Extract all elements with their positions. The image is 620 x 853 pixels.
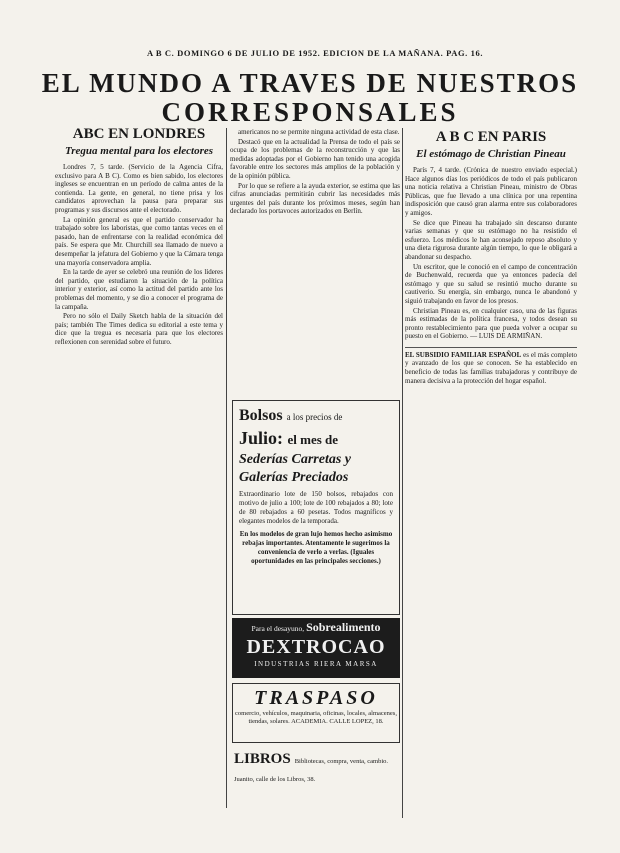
- column-rule-left: [226, 128, 227, 808]
- bolsos-store-name: Sederías Carretas y Galerías Preciados: [239, 452, 351, 485]
- traspaso-title: TRASPASO: [254, 687, 378, 709]
- subsidio-label: EL SUBSIDIO FAMILIAR ESPAÑOL: [405, 350, 522, 359]
- bolsos-title-small: a los precios de: [286, 412, 343, 422]
- bolsos-line1: [239, 406, 393, 427]
- bolsos-line2: [239, 427, 393, 451]
- dextrocao-brand: DEXTROCAO: [246, 636, 386, 658]
- dextrocao-maker: INDUSTRIAS RIERA MARSA: [254, 660, 378, 668]
- paris-paragraph: Se dice que Pineau ha trabajado sin descanso durante varias semanas y que su estómago no ha resistido el esfuerzo. Los médicos le han aconsejado reposo absoluto y una dieta rigurosa durante algún tiempo, lo que le obligará a abandonar su despacho.: [405, 218, 577, 261]
- paris-subheading: El estómago de Christian Pineau: [416, 148, 566, 160]
- page-header: A B C. DOMINGO 6 DE JULIO DE 1952. EDICION DE LA MAÑANA. PAG. 16.: [146, 48, 484, 58]
- london-paragraph: Londres 7, 5 tarde. (Servicio de la Agencia Cifra, exclusivo para A B C). Como es bien sabido, los electores ingleses se encuentran en un período de calma antes de la contienda. La gente, en general, no tiene prisa y los candidatos aprovechan la pausa para preparar sus programas y sus discursos ante el electorado.: [55, 163, 223, 214]
- london-paragraph: En la tarde de ayer se celebró una reunión de los líderes del partido, que estudiaron la situación de la política interior y exterior, así como la actitud del partido ante los problemas del momento, y se dio a conocer el programa de la campaña.: [55, 268, 223, 311]
- dextrocao-top-text: Para el desayuno,: [251, 624, 305, 633]
- paris-heading: A B C EN PARIS: [435, 129, 547, 145]
- column-rule-right: [402, 128, 403, 818]
- bolsos-advertisement: [232, 400, 400, 615]
- dextrocao-advertisement: [232, 618, 400, 678]
- london-paragraph: La opinión general es que el partido conservador ha trabajado sobre los laboristas, que como tantas veces en el pasado, han de enfrentarse con la realidad económica del país. Se espera que Mr. Churchill sea llamado de nuevo a desempeñar la jefatura del Gobierno y que la Cámara tenga una mayoría conservadora amplia.: [55, 215, 223, 267]
- traspaso-body: comercio, vehículos, maquinaria, oficinas, locales, almacenes, tiendas, solares. ACADEMIA. CALLE LOPEZ, 18.: [235, 710, 397, 725]
- dextrocao-top-bold: Sobrealimento: [306, 620, 381, 634]
- london-heading: ABC EN LONDRES: [72, 126, 206, 142]
- continuation-paragraph: americanos no se permite ninguna actividad de esta clase.: [238, 128, 400, 136]
- bolsos-title: Bolsos: [239, 407, 283, 424]
- subsidio-text: es el más completo y avanzado de los que se conocen. Se ha establecido en beneficio de todas las familias trabajadoras y contribuye de manera decisiva a la protección del hogar español.: [405, 350, 577, 385]
- libros-body: Bibliotecas, compra, venta, cambio. Juanito, calle de los Libros, 38.: [234, 758, 389, 783]
- libros-advertisement: [232, 748, 400, 783]
- london-paragraph: Pero no sólo el Daily Sketch habla de la situación del país; también The Times dedica su editorial a este tema y dice que la tregua es necesaria para que los electores reflexionen con serenidad sobre el futuro.: [55, 312, 223, 346]
- paris-paragraph: París 7, 4 tarde. (Crónica de nuestro enviado especial.) Hace algunos días los periódicos de todo el país publicaron una noticia relativa a Christian Pineau, ministro de Obras Públicas, que fue llevado a una clínica por una repentina indisposición que causó gran alarma entre sus colaboradores y amigos.: [405, 166, 577, 217]
- page-title-line2: CORRESPONSALES: [161, 97, 459, 127]
- paris-paragraph: Christian Pineau es, en cualquier caso, una de las figuras más estimadas de la política francesa, y todos desean su pronto restablecimiento para que pueda volver a ocupar su puesto en el Gobierno. — LUIS DE ARMIÑAN.: [405, 306, 577, 341]
- bolsos-month: Julio:: [239, 428, 284, 448]
- london-section-header: [55, 125, 223, 163]
- dextrocao-top: [235, 621, 397, 635]
- continuation-article: [230, 128, 400, 398]
- bolsos-body: Extraordinario lote de 150 bolsos, rebajados con motivo de julio a 100; lote de 100 rebajados a 80; lote de 80 rebajados a 60 pesetas. Todos magníficos y elegantes modelos de la temporada.: [239, 490, 393, 525]
- bolsos-body2: En los modelos de gran lujo hemos hecho asimismo rebajas importantes. Atentamente le sugerimos la conveniencia de verlo a verlas. (Iguales oportunidades en las principales secciones.): [239, 530, 393, 565]
- continuation-paragraph: Por lo que se refiere a la ayuda exterior, se estima que las cifras anunciadas permitirán cubrir las necesidades más urgentes del país durante los próximos meses, según han declarado los portavoces autorizados en Berlín.: [230, 181, 400, 216]
- paris-paragraph: Un escritor, que le conoció en el campo de concentración de Buchenwald, recuerda que ya entonces padecía del estómago y que su salud se resintió mucho durante su cautiverio. Su energía, sin embargo, nunca le abandonó y siguió trabajando en favor de los presos.: [405, 262, 577, 305]
- libros-title: LIBROS: [234, 751, 291, 767]
- bolsos-month-small: el mes de: [287, 432, 339, 447]
- london-article: [55, 163, 223, 833]
- traspaso-advertisement: [232, 683, 400, 743]
- paris-article: [405, 128, 577, 828]
- subsidio-notice: [405, 347, 577, 385]
- london-subheading: Tregua mental para los electores: [64, 145, 214, 157]
- continuation-paragraph: Destacó que en la actualidad la Prensa de todo el país se ocupa de los problemas de la reconstrucción y que las medidas adoptadas por el Gobierno han tenido una acogida favorable entre los sectores más amplios de la población y de la opinión pública.: [230, 137, 400, 180]
- page-title-line1: EL MUNDO A TRAVES DE NUESTROS: [41, 68, 579, 98]
